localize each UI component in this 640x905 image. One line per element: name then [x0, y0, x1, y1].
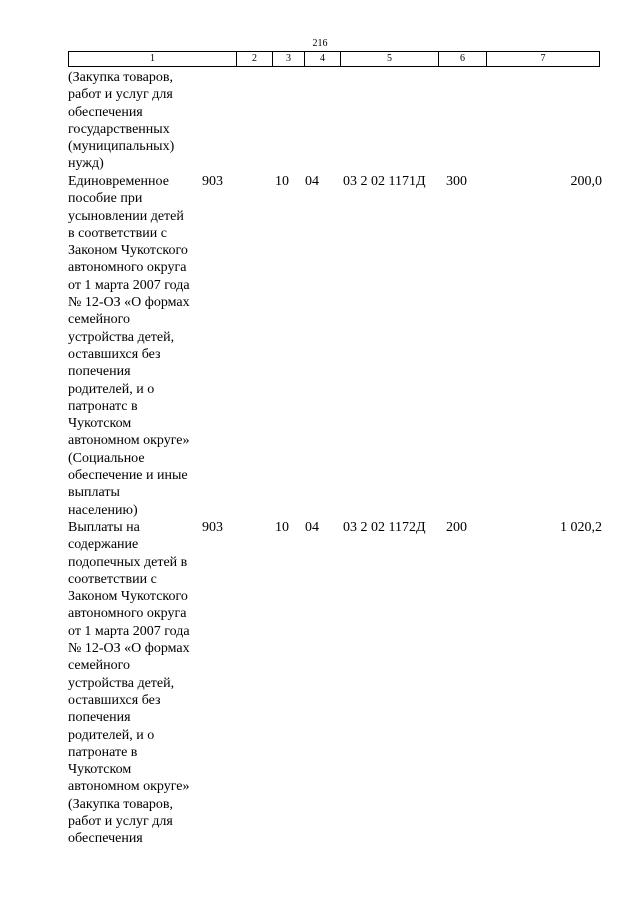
row-2-expense-type: 200 — [446, 520, 467, 535]
row-1-sum: 200,0 — [570, 174, 602, 189]
column-number-7: 7 — [487, 52, 600, 67]
row-1-section: 10 — [275, 174, 289, 189]
column-number-6: 6 — [439, 52, 487, 67]
row-2-grbs-code: 903 — [202, 520, 223, 535]
column-number-1: 1 — [69, 52, 237, 67]
row-2-sum: 1 020,2 — [560, 520, 602, 535]
row-2-target-article: 03 2 02 1172Д — [343, 520, 426, 535]
column-number-4: 4 — [305, 52, 341, 67]
row-2-section: 10 — [275, 520, 289, 535]
row-2-description: Выплаты на содержание подопечных детей в соответствии с Законом Чукотского автономного округа от 1 марта 2007 года № 12-ОЗ «О формах семейного устройства детей, оставшихся без попечения родителей, и о патронате в Чукотском автономном округе» (Закупка товаров, работ и услуг для обеспечения — [68, 520, 190, 847]
row-1-grbs-code: 903 — [202, 174, 223, 189]
row-continuation-description: (Закупка товаров, работ и услуг для обеспечения государственных (муниципальных) нужд) — [68, 70, 175, 172]
column-number-3: 3 — [273, 52, 305, 67]
row-2-subsection: 04 — [305, 520, 319, 535]
row-1-target-article: 03 2 02 1171Д — [343, 174, 426, 189]
column-number-header — [68, 51, 600, 67]
row-1-subsection: 04 — [305, 174, 319, 189]
row-1-expense-type: 300 — [446, 174, 467, 189]
column-number-2: 2 — [237, 52, 273, 67]
column-number-5: 5 — [341, 52, 439, 67]
row-1-description: Единовременное пособие при усыновлении детей в соответствии с Законом Чукотского автономного округа от 1 марта 2007 года № 12-ОЗ «О формах семейного устройства детей, оставшихся без попечения родителей, и о патронатс в Чукотском автономном округе» (Социальное обеспечение и иные выплаты населению) — [68, 174, 190, 518]
page-number: 216 — [312, 38, 328, 49]
